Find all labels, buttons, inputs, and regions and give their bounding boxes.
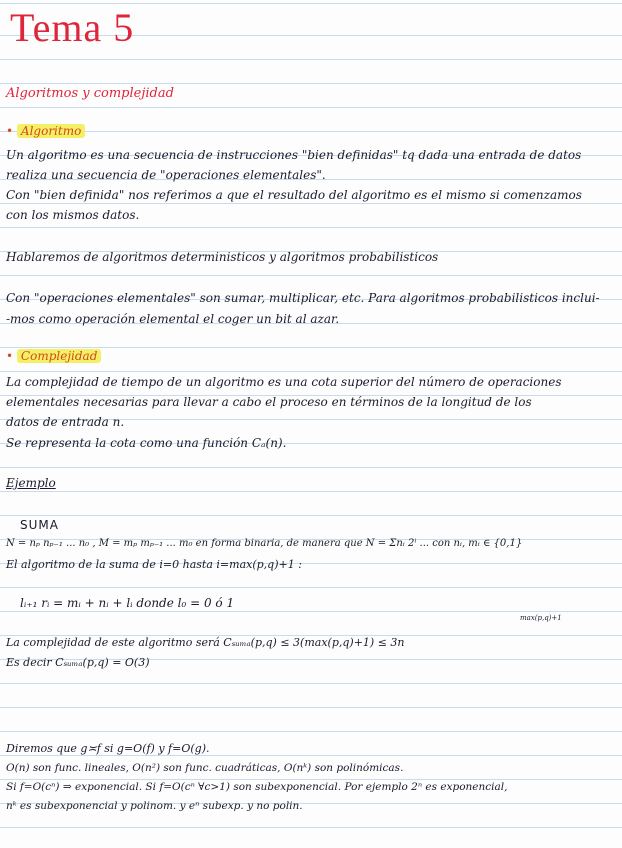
text-line: elementales necesarias para llevar a cabo el proceso en términos de la longitud de los (6, 395, 532, 409)
section-heading-algoritmo: • Algoritmo (6, 124, 85, 138)
text-line: N = nₚ nₚ₋₁ ... n₀ , M = mₚ mₚ₋₁ ... m₀ en forma binaria, de manera que N = Σnᵢ 2ⁱ ... con nᵢ, mᵢ ∈ {0,1} (6, 538, 523, 549)
text-line: realiza una secuencia de "operaciones elementales". (6, 168, 326, 182)
annotation: max(p,q)+1 (520, 614, 562, 622)
text-line: O(n) son func. lineales, O(n²) son func. cuadráticas, O(nᵏ) son polinómicas. (6, 762, 404, 774)
example-heading: Ejemplo (6, 476, 56, 490)
text-line: Se representa la cota como una función Cₐ(n). (6, 436, 287, 450)
text-line: -mos como operación elemental el coger un bit al azar. (6, 312, 340, 326)
text-line: El algoritmo de la suma de i=0 hasta i=max(p,q)+1 : (6, 558, 302, 571)
text-line: La complejidad de este algoritmo será Cₛᵤₘₐ(p,q) ≤ 3(max(p,q)+1) ≤ 3n (6, 636, 405, 649)
text-line: Un algoritmo es una secuencia de instrucciones "bien definidas" tq dada una entrada de datos (6, 148, 582, 162)
text-line: Es decir Cₛᵤₘₐ(p,q) = O(3) (6, 656, 150, 669)
text-line: con los mismos datos. (6, 208, 140, 222)
page-title: Tema 5 (10, 5, 135, 50)
text-line: Si f=O(cⁿ) ⇒ exponencial. Si f=O(cⁿ ∀c>1) son subexponencial. Por ejemplo 2ⁿ es exponencial, (6, 781, 508, 793)
text-line: La complejidad de tiempo de un algoritmo es una cota superior del número de operaciones (6, 375, 562, 389)
formula-line: lᵢ₊₁ rᵢ = mᵢ + nᵢ + lᵢ donde l₀ = 0 ó 1 (20, 596, 235, 610)
text-line: Hablaremos de algoritmos deterministicos y algoritmos probabilisticos (6, 250, 439, 264)
text-line: Con "bien definida" nos referimos a que el resultado del algoritmo es el mismo si comenzamos (6, 188, 582, 202)
suma-label: SUMA (20, 518, 59, 532)
text-line: datos de entrada n. (6, 415, 125, 429)
page-subtitle: Algoritmos y complejidad (6, 86, 174, 101)
text-line: Con "operaciones elementales" son sumar, multiplicar, etc. Para algoritmos probabilisticos inclui- (6, 291, 600, 305)
text-line: Diremos que g≍f si g=O(f) y f=O(g). (6, 742, 210, 755)
section-heading-complejidad: • Complejidad (6, 349, 101, 363)
text-line: nᵏ es subexponencial y polinom. y eⁿ subexp. y no polin. (6, 800, 303, 812)
